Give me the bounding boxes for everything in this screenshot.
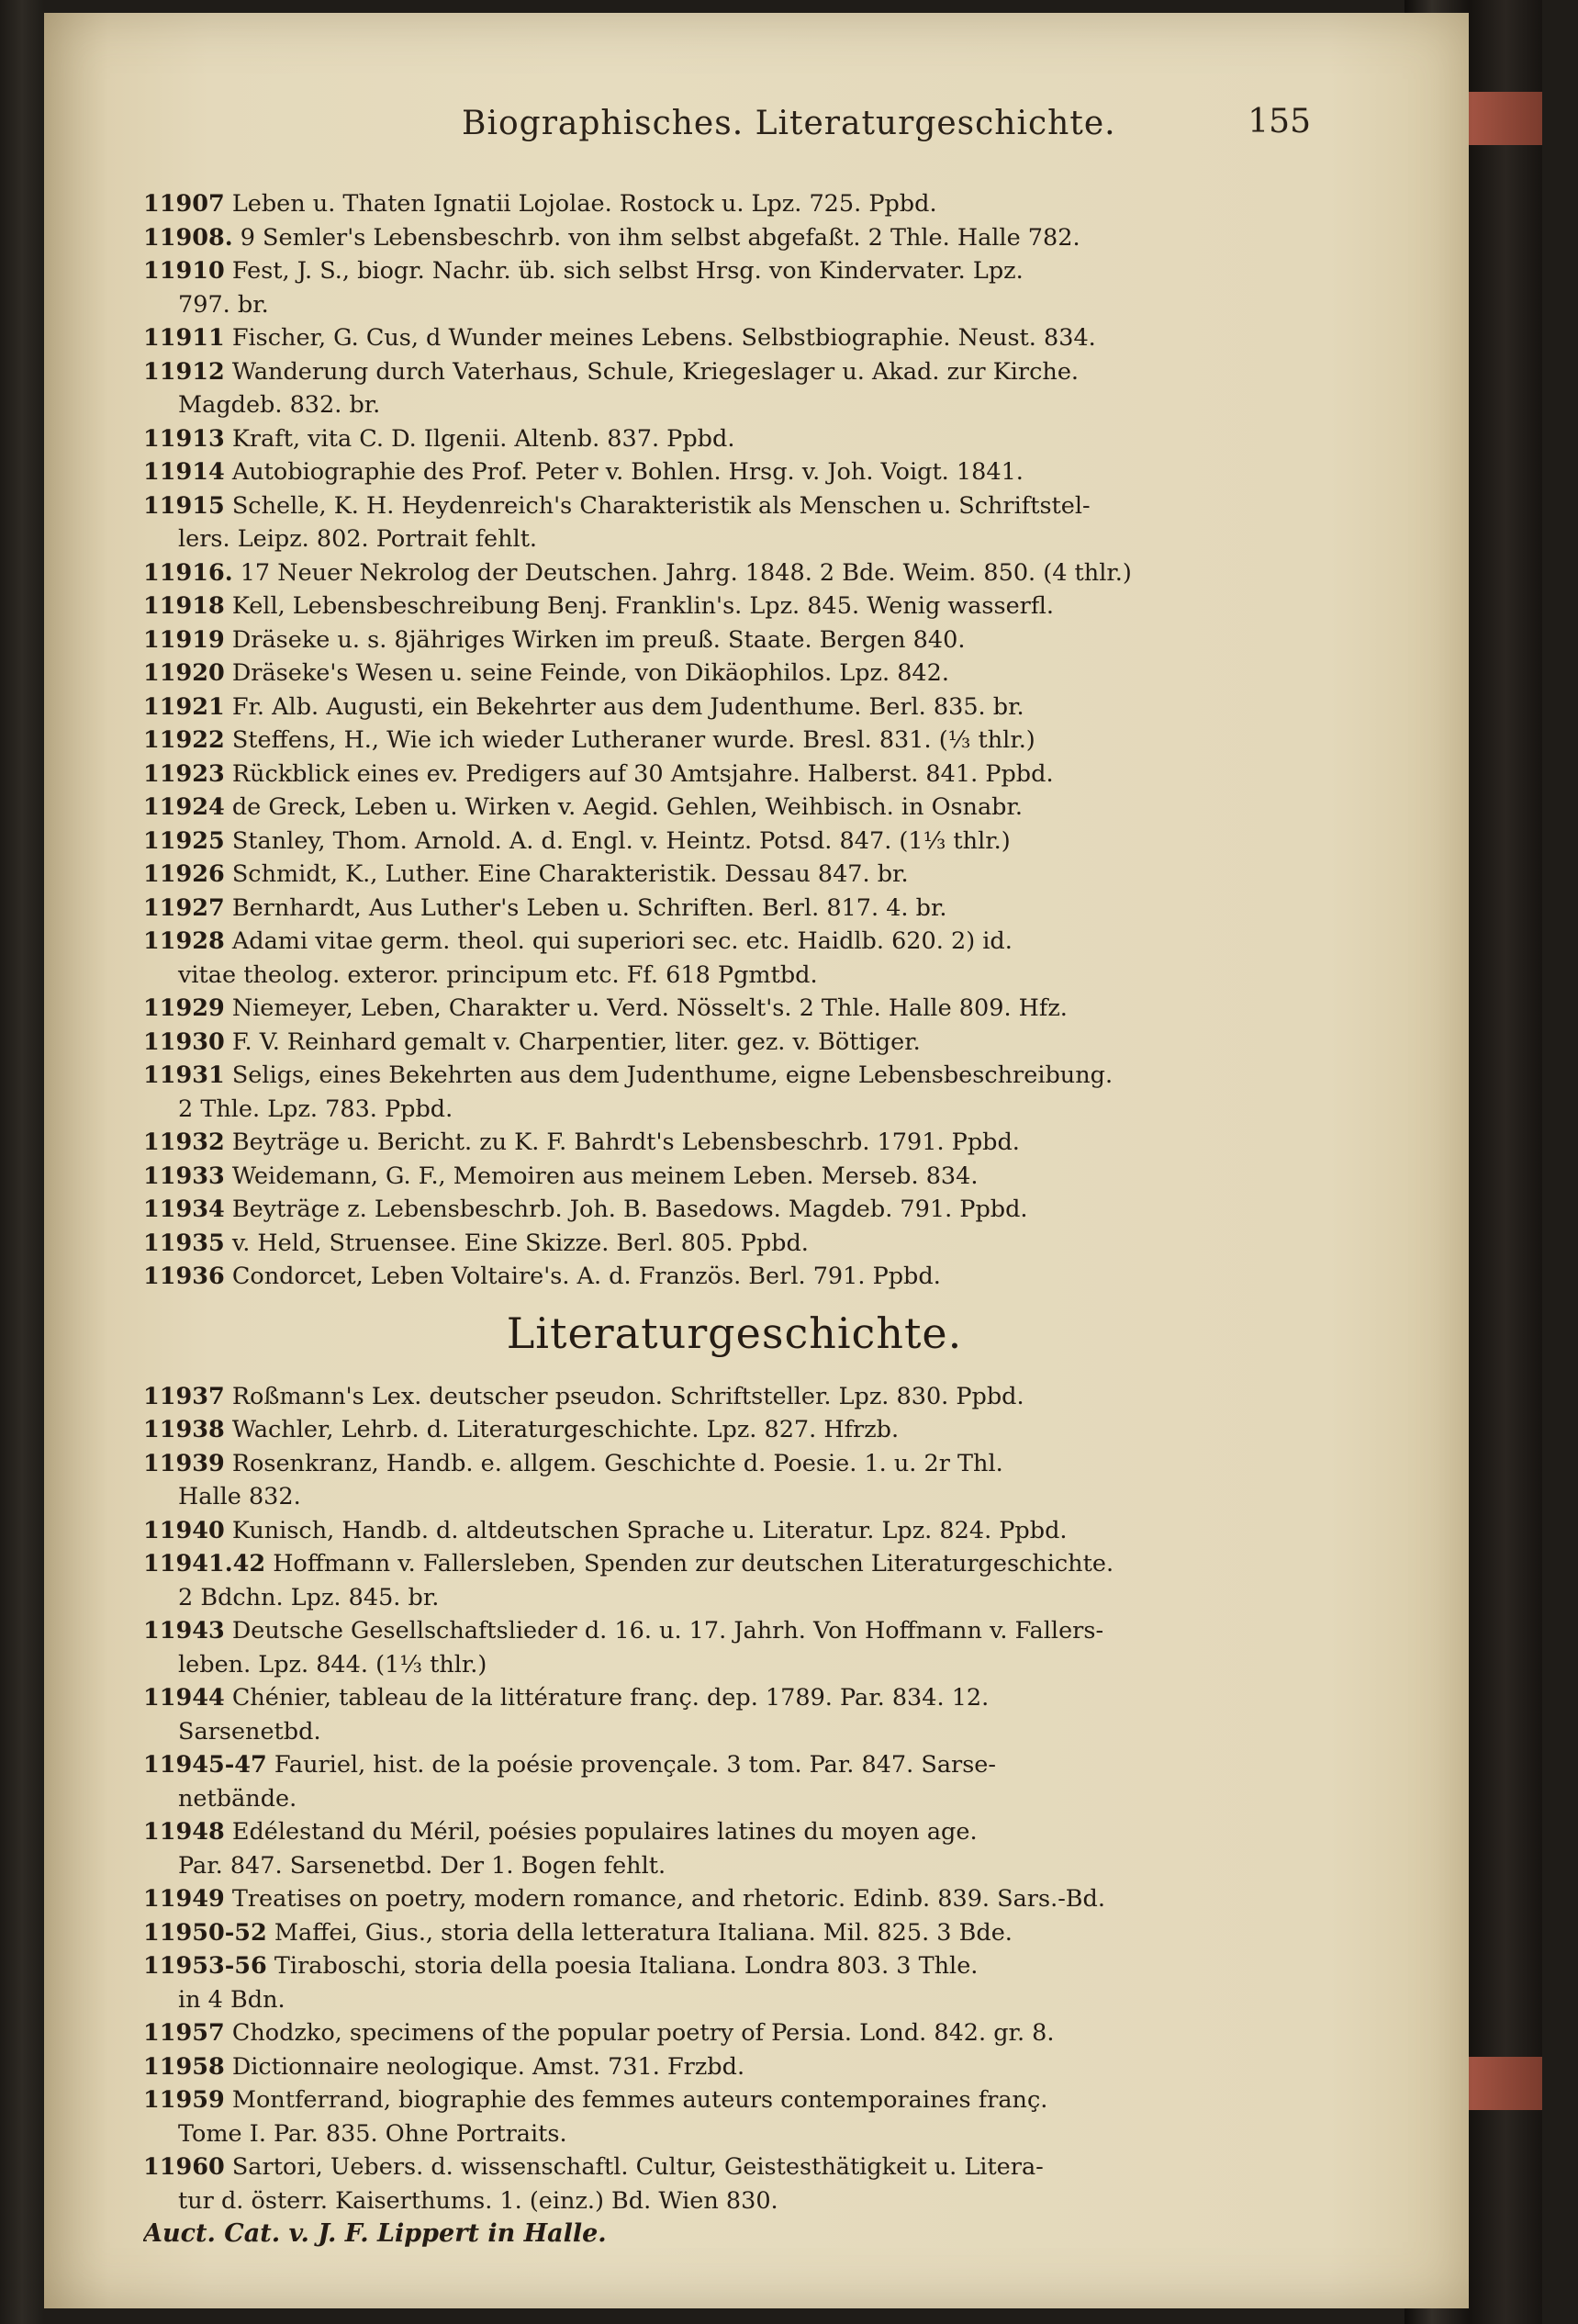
lot-number: 11915	[143, 491, 225, 520]
entry-text: Fauriel, hist. de la poésie provençale. 3 tom. Par. 847. Sarse-	[274, 1751, 997, 1779]
lot-number: 11944	[143, 1684, 225, 1712]
lot-number: 11941.42	[143, 1550, 266, 1577]
entry-text: Kraft, vita C. D. Ilgenii. Altenb. 837. Ppbd.	[231, 424, 735, 453]
catalog-entry	[143, 1681, 1326, 1715]
entry-text: 797. br.	[178, 290, 269, 319]
catalog-entry	[143, 1260, 1326, 1294]
entry-text: Deutsche Gesellschaftslieder d. 16. u. 17. Jahrh. Von Hoffmann v. Fallers-	[231, 1617, 1104, 1645]
lot-number: 11943	[143, 1617, 225, 1645]
entry-text: Montferrand, biographie des femmes auteurs contemporaines franç.	[231, 2086, 1048, 2114]
lot-number: 11953-56	[143, 1952, 267, 1980]
entry-text: Condorcet, Leben Voltaire's. A. d. Französ. Berl. 791. Ppbd.	[231, 1263, 941, 1290]
catalog-entry	[143, 791, 1326, 825]
catalog-entry	[143, 1949, 1326, 1983]
catalog-entry	[143, 1193, 1326, 1227]
catalog-entry	[143, 825, 1326, 859]
lot-number: 11937	[143, 1382, 225, 1410]
lot-number: 11948	[143, 1818, 225, 1846]
lot-number: 11960	[143, 2153, 225, 2181]
catalog-entry	[143, 657, 1326, 690]
lot-number: 11957	[143, 2019, 225, 2047]
lot-number: 11922	[143, 726, 225, 754]
lot-number: 11920	[143, 659, 225, 687]
catalog-entry	[143, 589, 1326, 623]
lot-number: 11918	[143, 592, 225, 620]
lot-number: 11958	[143, 2052, 225, 2081]
entry-text: Tome I. Par. 835. Ohne Portraits.	[178, 2119, 567, 2148]
entry-text: Sarsenetbd.	[178, 1717, 321, 1746]
entry-text: lers. Leipz. 802. Portrait fehlt.	[178, 525, 538, 553]
catalog-entry	[143, 992, 1326, 1026]
entry-text: Autobiographie des Prof. Peter v. Bohlen. Hrsg. v. Joh. Voigt. 1841.	[231, 458, 1024, 486]
catalog-entry	[143, 1815, 1326, 1849]
catalog-entry	[143, 422, 1326, 456]
lot-number: 11938	[143, 1416, 225, 1443]
entry-text: 2 Thle. Lpz. 783. Ppbd.	[178, 1095, 453, 1123]
catalog-entry	[143, 2150, 1326, 2184]
entry-text: Schelle, K. H. Heydenreich's Charakteristik als Menschen u. Schriftstel-	[231, 491, 1091, 520]
entry-text: Chodzko, specimens of the popular poetry of Persia. Lond. 842. gr. 8.	[231, 2019, 1055, 2047]
entry-text: Wachler, Lehrb. d. Literaturgeschichte. Lpz. 827. Hfrzb.	[231, 1416, 900, 1443]
entry-text: Fest, J. S., biogr. Nachr. üb. sich selbst Hrsg. von Kindervater. Lpz.	[231, 257, 1024, 285]
catalog-entry	[143, 1614, 1326, 1648]
catalog-entry-continuation	[143, 288, 1326, 322]
entry-text: Dräseke u. s. 8jähriges Wirken im preuß. Staate. Bergen 840.	[231, 625, 966, 654]
entry-text: Chénier, tableau de la littérature franç. dep. 1789. Par. 834. 12.	[231, 1684, 990, 1712]
lot-number: 11925	[143, 826, 225, 855]
entry-text: Magdeb. 832. br.	[178, 391, 381, 419]
lot-number: 11950-52	[143, 1918, 267, 1947]
catalog-entry-continuation	[143, 1983, 1326, 2017]
catalog-entry	[143, 355, 1326, 389]
entry-text: Seligs, eines Bekehrten aus dem Judenthume, eigne Lebensbeschreibung.	[231, 1061, 1114, 1089]
entry-text: Leben u. Thaten Ignatii Lojolae. Rostock u. Lpz. 725. Ppbd.	[231, 190, 937, 218]
lot-number: 11933	[143, 1162, 225, 1190]
lot-number: 11923	[143, 759, 225, 788]
catalog-entry	[143, 221, 1326, 255]
catalog-entry	[143, 724, 1326, 758]
catalog-entry-continuation	[143, 1480, 1326, 1514]
entry-text: Sartori, Uebers. d. wissenschaftl. Cultur, Geistesthätigkeit u. Litera-	[231, 2153, 1044, 2181]
lot-number: 11910	[143, 257, 225, 285]
lot-number: 11934	[143, 1196, 225, 1223]
entry-text: de Greck, Leben u. Wirken v. Aegid. Gehlen, Weihbisch. in Osnabr.	[231, 793, 1024, 821]
entry-text: Maffei, Gius., storia della letteratura Italiana. Mil. 825. 3 Bde.	[274, 1918, 1013, 1947]
entry-text: netbände.	[178, 1784, 297, 1813]
lot-number: 11916.	[143, 558, 233, 587]
catalog-entry	[143, 556, 1326, 590]
page-number: 155	[1248, 103, 1311, 140]
lot-number: 11926	[143, 860, 225, 888]
catalog-entry	[143, 254, 1326, 288]
lot-number: 11940	[143, 1516, 225, 1544]
lot-number: 11945-47	[143, 1751, 267, 1779]
lot-number: 11931	[143, 1061, 225, 1089]
entry-text: Dictionnaire neologique. Amst. 731. Frzbd.	[231, 2052, 745, 2081]
entry-text: Wanderung durch Vaterhaus, Schule, Kriegeslager u. Akad. zur Kirche.	[231, 357, 1080, 386]
entry-text: Kell, Lebensbeschreibung Benj. Franklin's. Lpz. 845. Wenig wasserfl.	[231, 592, 1054, 620]
catalog-entry	[143, 623, 1326, 657]
catalog-entry-continuation	[143, 522, 1326, 556]
book-page	[44, 13, 1469, 2308]
entry-text: Adami vitae germ. theol. qui superiori sec. etc. Haidlb. 620. 2) id.	[231, 927, 1013, 955]
catalog-entry-continuation	[143, 2184, 1326, 2218]
catalog-entry	[143, 321, 1326, 355]
catalog-entry	[143, 2016, 1326, 2050]
catalog-entry-continuation	[143, 1782, 1326, 1816]
catalog-entry	[143, 1547, 1326, 1581]
catalog-entry	[143, 858, 1326, 892]
entry-text: in 4 Bdn.	[178, 1985, 285, 2014]
entry-text: Hoffmann v. Fallersleben, Spenden zur deutschen Literaturgeschichte.	[273, 1550, 1114, 1577]
catalog-entry-continuation	[143, 1715, 1326, 1749]
lot-number: 11935	[143, 1229, 225, 1257]
catalog-entry	[143, 758, 1326, 792]
lot-number: 11908.	[143, 223, 233, 252]
entry-text: Fischer, G. Cus, d Wunder meines Lebens. Selbstbiographie. Neust. 834.	[231, 324, 1096, 352]
catalog-entry	[143, 187, 1326, 221]
catalog-entry-continuation	[143, 959, 1326, 993]
entry-text: Weidemann, G. F., Memoiren aus meinem Leben. Merseb. 834.	[231, 1162, 979, 1190]
catalog-entry	[143, 925, 1326, 959]
entry-text: tur d. österr. Kaiserthums. 1. (einz.) Bd. Wien 830.	[178, 2186, 778, 2215]
entry-text: Rosenkranz, Handb. e. allgem. Geschichte d. Poesie. 1. u. 2r Thl.	[231, 1449, 1003, 1477]
catalog-entry	[143, 1882, 1326, 1916]
lot-number: 11914	[143, 458, 225, 486]
entry-text: Steffens, H., Wie ich wieder Lutheraner wurde. Bresl. 831. (⅓ thlr.)	[231, 726, 1035, 754]
entry-text: Beyträge u. Bericht. zu K. F. Bahrdt's Lebensbeschrb. 1791. Ppbd.	[231, 1128, 1020, 1156]
catalog-entry-continuation	[143, 1849, 1326, 1883]
page-header	[145, 97, 1311, 152]
catalog-entry-continuation	[143, 1648, 1326, 1682]
catalog-entry	[143, 892, 1326, 926]
catalog-entry	[143, 1380, 1326, 1414]
entry-text: Schmidt, K., Luther. Eine Charakteristik. Dessau 847. br.	[231, 860, 909, 888]
entry-text: F. V. Reinhard gemalt v. Charpentier, liter. gez. v. Böttiger.	[231, 1027, 921, 1056]
lot-number: 11919	[143, 625, 225, 654]
catalog-entry	[143, 1447, 1326, 1481]
catalog-entry	[143, 489, 1326, 523]
catalog-entry	[143, 1059, 1326, 1093]
lot-number: 11932	[143, 1128, 225, 1156]
lot-number: 11924	[143, 793, 225, 821]
entry-text: Fr. Alb. Augusti, ein Bekehrter aus dem Judenthume. Berl. 835. br.	[231, 692, 1024, 721]
lot-number: 11939	[143, 1449, 225, 1477]
catalog-entries	[143, 187, 1326, 2251]
entry-text: 9 Semler's Lebensbeschrb. von ihm selbst abgefaßt. 2 Thle. Halle 782.	[240, 223, 1080, 252]
catalog-entry	[143, 1026, 1326, 1060]
lot-number: 11912	[143, 357, 225, 386]
entry-text: Niemeyer, Leben, Charakter u. Verd. Nösselt's. 2 Thle. Halle 809. Hfz.	[231, 994, 1068, 1022]
catalog-entry-continuation	[143, 1093, 1326, 1127]
entry-text: Treatises on poetry, modern romance, and rhetoric. Edinb. 839. Sars.-Bd.	[231, 1885, 1105, 1913]
lot-number: 11936	[143, 1263, 225, 1290]
entry-text: 17 Neuer Nekrolog der Deutschen. Jahrg. 1848. 2 Bde. Weim. 850. (4 thlr.)	[240, 558, 1132, 587]
page-footer: Auct. Cat. v. J. F. Lippert in Halle.	[143, 2219, 607, 2248]
entry-text: leben. Lpz. 844. (1⅓ thlr.)	[178, 1650, 487, 1678]
catalog-entry	[143, 1748, 1326, 1782]
catalog-entry-continuation	[143, 388, 1326, 422]
entry-text: Rückblick eines ev. Predigers auf 30 Amtsjahre. Halberst. 841. Ppbd.	[231, 759, 1054, 788]
running-head: Biographisches. Literaturgeschichte.	[462, 105, 1116, 142]
entry-text: Halle 832.	[178, 1483, 301, 1510]
entry-text: Bernhardt, Aus Luther's Leben u. Schriften. Berl. 817. 4. br.	[231, 893, 947, 922]
catalog-entry	[143, 2083, 1326, 2117]
entry-text: Kunisch, Handb. d. altdeutschen Sprache u. Literatur. Lpz. 824. Ppbd.	[231, 1516, 1068, 1544]
lot-number: 11927	[143, 893, 225, 922]
catalog-entry	[143, 2050, 1326, 2084]
entry-text: Tiraboschi, storia della poesia Italiana. Londra 803. 3 Thle.	[274, 1952, 979, 1980]
lot-number: 11949	[143, 1885, 225, 1913]
catalog-entry	[143, 1514, 1326, 1548]
lot-number: 11911	[143, 324, 225, 352]
entry-text: Stanley, Thom. Arnold. A. d. Engl. v. Heintz. Potsd. 847. (1⅓ thlr.)	[231, 826, 1011, 855]
catalog-entry	[143, 1160, 1326, 1194]
lot-number: 11959	[143, 2086, 225, 2114]
catalog-entry-continuation	[143, 1581, 1326, 1615]
catalog-entry	[143, 1916, 1326, 1950]
catalog-entry	[143, 1413, 1326, 1447]
entry-text: Edélestand du Méril, poésies populaires latines du moyen age.	[231, 1818, 978, 1846]
catalog-entry	[143, 690, 1326, 724]
lot-number: 11930	[143, 1027, 225, 1056]
catalog-entry	[143, 1227, 1326, 1261]
entry-text: Roßmann's Lex. deutscher pseudon. Schriftsteller. Lpz. 830. Ppbd.	[231, 1382, 1024, 1410]
entry-text: Beyträge z. Lebensbeschrb. Joh. B. Basedows. Magdeb. 791. Ppbd.	[231, 1196, 1028, 1223]
entry-text: Dräseke's Wesen u. seine Feinde, von Dikäophilos. Lpz. 842.	[231, 659, 949, 687]
lot-number: 11921	[143, 692, 225, 721]
entry-text: v. Held, Struensee. Eine Skizze. Berl. 805. Ppbd.	[231, 1229, 809, 1257]
catalog-entry	[143, 1126, 1326, 1160]
entry-text: 2 Bdchn. Lpz. 845. br.	[178, 1583, 440, 1611]
catalog-entry-continuation	[143, 2117, 1326, 2151]
lot-number: 11929	[143, 994, 225, 1022]
entry-text: vitae theolog. exteror. principum etc. Ff. 618 Pgmtbd.	[178, 960, 818, 989]
lot-number: 11928	[143, 927, 225, 955]
entry-text: Par. 847. Sarsenetbd. Der 1. Bogen fehlt.	[178, 1851, 666, 1880]
catalog-entry	[143, 455, 1326, 489]
section-title: Literaturgeschichte.	[506, 1308, 963, 1358]
lot-number: 11913	[143, 424, 225, 453]
lot-number: 11907	[143, 190, 225, 218]
